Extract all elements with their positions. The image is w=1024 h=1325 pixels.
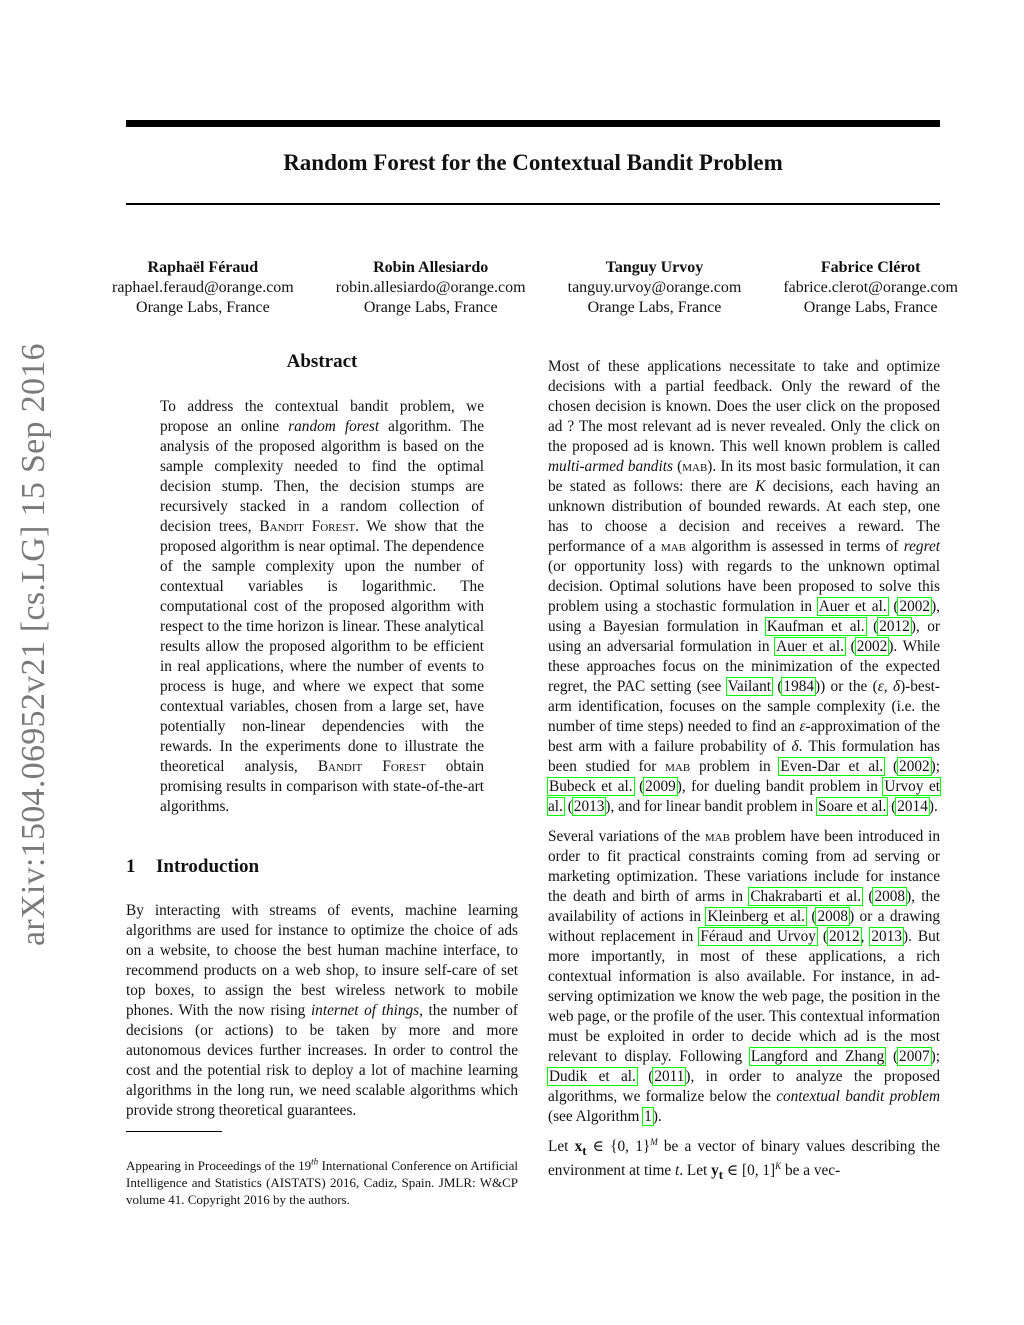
citation-year-link[interactable]: 2011 xyxy=(654,1068,685,1085)
paper-title: Random Forest for the Contextual Bandit Problem xyxy=(283,150,783,175)
author-affiliation: Orange Labs, France xyxy=(803,299,938,316)
title-rule-top xyxy=(126,120,940,127)
left-column xyxy=(126,352,518,1208)
citation-link[interactable]: Even-Dar et al. xyxy=(780,758,884,775)
citation-year-link[interactable]: 2013 xyxy=(573,798,605,815)
intro-paragraph: By interacting with streams of events, machine learning algorithms are used for instance to optimize the choice of ads on a website, to choose the best human machine interface, to recommend products on a web shop, to insure self-care of set top boxes, to assign the best wireless network to mobile phones. With the now rising internet of things, the number of decisions (or actions) to be taken by more and more autonomous devices further increases. In order to control the cost and the potential risk to deploy a lot of machine learning algorithms in the long run, we need scalable algorithms which provide strong theoretical guarantees. xyxy=(126,902,518,1119)
author-email[interactable]: tanguy.urvoy@orange.com xyxy=(567,279,742,296)
citation-year-link[interactable]: 2008 xyxy=(817,908,849,925)
right-column xyxy=(548,357,940,1185)
citation-link[interactable]: Langford and Zhang xyxy=(750,1048,885,1065)
author-name: Robin Allesiardo xyxy=(373,259,489,276)
author-affiliation: Orange Labs, France xyxy=(587,299,722,316)
paragraph-mab: Most of these applications necessitate to take and optimize decisions with a partial feedback. Only the reward of the chosen decision is known. Does the user click on the proposed ad ? The most relevant ad is never revealed. Only the click on the proposed ad is known. This well known problem is called multi-armed bandits (mab). In its most basic formulation, it can be stated as follows: there are K decisions, each having an unknown distribution of bounded rewards. At each step, one has to choose a decision and receives a reward. The performance of a mab algorithm is assessed in terms of regret (or opportunity loss) with regards to the unknown optimal decision. Optimal solutions have been proposed to solve this problem using a stochastic formulation in Auer et al. (2002), using a Bayesian formulation in Kaufman et al. (2012), or using an adversarial formulation in Auer et al. (2002). While these approaches focus on the minimization of the expected regret, the PAC setting (see Vailant (1984)) or the (ε, δ)-best-arm identification, focuses on the sample complexity (i.e. the number of time steps) needed to find an ε-approximation of the best arm with a failure probability of δ. This formulation has been studied for mab problem in Even-Dar et al. (2002); Bubeck et al. (2009), for dueling bandit problem in Urvoy et al. (2013), and for linear bandit problem in Soare et al. (2014). xyxy=(548,358,941,815)
citation-link[interactable]: Féraud and Urvoy xyxy=(700,928,816,945)
author-block xyxy=(336,258,526,318)
citation-link[interactable]: Dudik et al. xyxy=(549,1068,636,1085)
citation-year-link[interactable]: 2007 xyxy=(899,1048,930,1065)
author-affiliation: Orange Labs, France xyxy=(136,299,270,316)
abstract-text: To address the contextual bandit problem, we propose an online random forest algorithm. The analysis of the proposed algorithm is based on the sample complexity needed to find the optimal decision stump. Then, the decision stumps are recursively stacked in a random collection of decision trees, Bandit Forest. We show that the proposed algorithm is near optimal. The dependence of the sample complexity upon the number of contextual variables is logarithmic. The computational cost of the proposed algorithm with respect to the time horizon is linear. These analytical results allow the proposed algorithm to be efficient in real applications, where the number of events to process is huge, and where we expect that some contextual variables, chosen from a large set, have potentially non-linear dependencies with the rewards. In the experiments done to illustrate the theoretical analysis, Bandit Forest obtain promising results in comparison with state-of-the-art algorithms. xyxy=(160,398,485,815)
footnote: Appearing in Proceedings of the 19th International Conference on Artificial Intelligence and Statistics (AISTATS) 2016, Cadiz, Spain. JMLR: W&CP volume 41. Copyright 2016 by the authors. xyxy=(126,1156,518,1207)
author-name: Raphaël Féraud xyxy=(147,259,259,276)
citation-year-link[interactable]: 2009 xyxy=(645,778,676,795)
paragraph-variations: Several variations of the mab problem have been introduced in order to fit practical constraints coming from ad serving or marketing optimization. These variations include for instance the death and birth of arms in Chakrabarti et al. (2008), the availability of actions in Kleinberg et al. (2008) or a drawing without replacement in Féraud and Urvoy (2012, 2013). But more importantly, in most of these applications, a rich contextual information is also available. For instance, in ad-serving optimization we know the web page, the position in the web page, or the profile of the user. This contextual information must be exploited in order to decide which ad is the most relevant to display. Following Langford and Zhang (2007); Dudik et al. (2011), in order to analyze the proposed algorithms, we formalize below the contextual bandit problem (see Algorithm 1). xyxy=(548,828,941,1125)
citation-link[interactable]: Auer et al. xyxy=(818,598,887,615)
arxiv-identifier: arXiv:1504.06952v21 [cs.LG] 15 Sep 2016 xyxy=(15,343,52,947)
algorithm-link[interactable]: 1 xyxy=(644,1108,652,1125)
algorithm-name: Bandit Forest xyxy=(317,758,426,775)
citation-link[interactable]: Soare et al. xyxy=(817,798,887,815)
citation-year-link[interactable]: 2002 xyxy=(899,758,930,775)
author-list xyxy=(112,258,958,318)
citation-link[interactable]: Vailant xyxy=(727,678,771,695)
citation-link[interactable]: Bubeck et al. xyxy=(549,778,633,795)
title-rule-bottom xyxy=(126,203,940,205)
citation-year-link[interactable]: 2012 xyxy=(829,928,860,945)
author-block xyxy=(783,258,958,318)
citation-link[interactable]: Chakrabarti et al. xyxy=(750,888,862,905)
paragraph-notation: Let $x_t$ ∈ {0, 1}$^M$ be a vector of binary values describing the environment at time t. Let $y_t$ ∈ [0, 1]$^K$ be a vec- xyxy=(548,1136,940,1183)
author-email[interactable]: fabrice.clerot@orange.com xyxy=(783,279,958,296)
citation-link[interactable]: Urvoy et al. xyxy=(548,778,940,815)
citation-year-link[interactable]: 2008 xyxy=(874,888,906,905)
citation-year-link[interactable]: 2002 xyxy=(856,638,888,655)
citation-link[interactable]: Kleinberg et al. xyxy=(707,908,805,925)
emphasis: random forest xyxy=(288,418,380,435)
author-block xyxy=(112,258,294,318)
citation-year-link[interactable]: 2002 xyxy=(899,598,931,615)
algorithm-name: Bandit Forest xyxy=(259,518,356,535)
author-name: Fabrice Clérot xyxy=(820,259,921,276)
author-affiliation: Orange Labs, France xyxy=(363,299,498,316)
citation-year-link[interactable]: 1984 xyxy=(783,678,815,695)
author-email[interactable]: raphael.feraud@orange.com xyxy=(112,279,294,296)
abstract-heading: Abstract xyxy=(286,351,358,372)
citation-year-link[interactable]: 2013 xyxy=(871,928,902,945)
citation-year-link[interactable]: 2014 xyxy=(897,798,928,815)
citation-link[interactable]: Auer et al. xyxy=(776,638,844,655)
citation-year-link[interactable]: 2012 xyxy=(879,618,910,635)
author-name: Tanguy Urvoy xyxy=(605,259,704,276)
footnote-rule xyxy=(126,1131,222,1132)
citation-link[interactable]: Kaufman et al. xyxy=(766,618,865,635)
author-email[interactable]: robin.allesiardo@orange.com xyxy=(335,279,526,296)
emphasis: internet of things xyxy=(310,1002,420,1019)
author-block xyxy=(568,258,742,318)
section-heading-introduction: 1 Introduction xyxy=(126,856,260,877)
